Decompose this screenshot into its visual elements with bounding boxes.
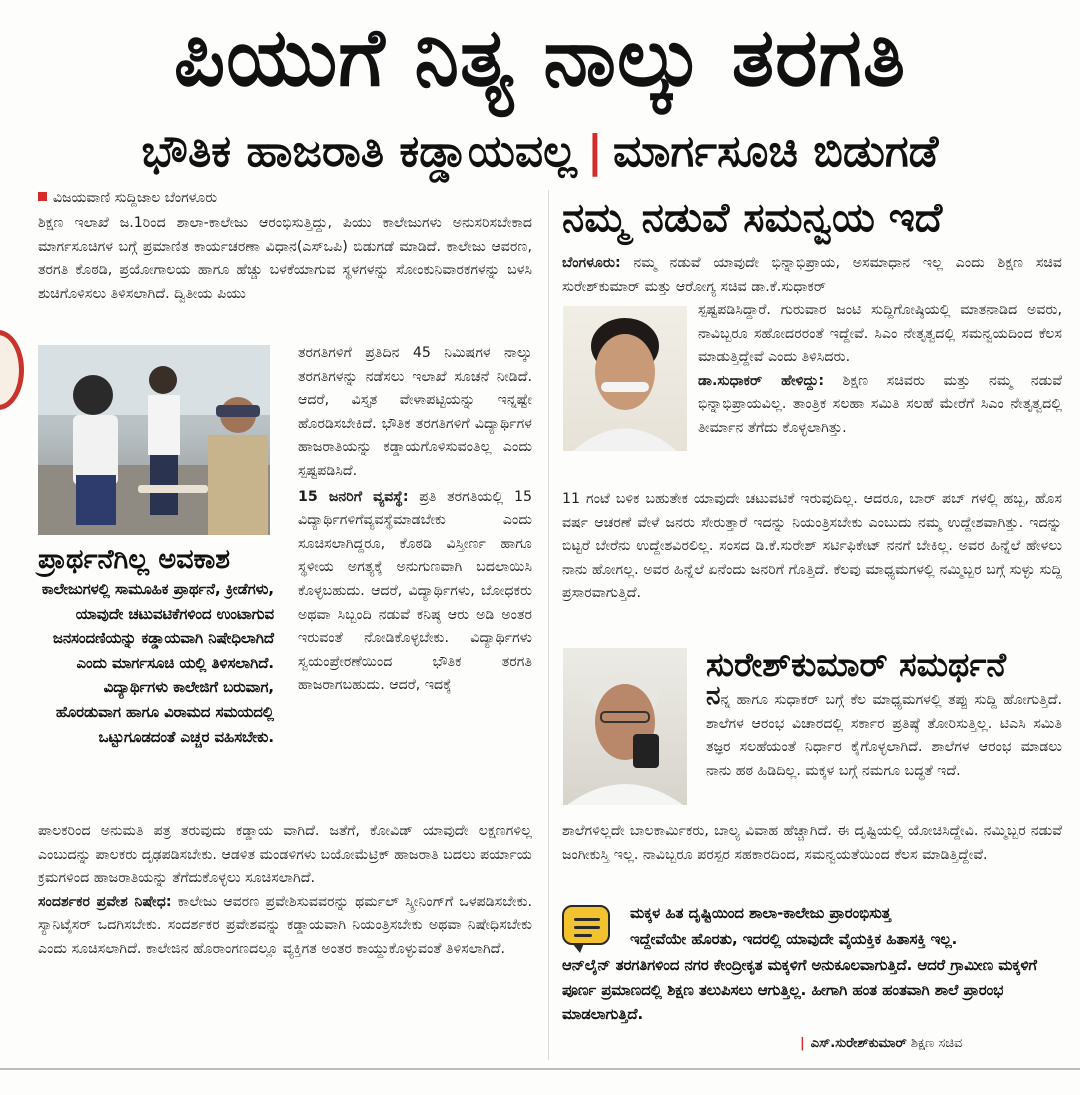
suresh-heading: ಸುರೇಶ್‌ಕುಮಾರ್ ಸಮರ್ಥನೆ	[706, 645, 1007, 684]
para3-lead: ಸಂದರ್ಶಕರ ಪ್ರವೇಶ ನಿಷೇಧ:	[38, 893, 172, 910]
suresh-dropcap: ನ	[706, 681, 721, 711]
subhead-right: ಮಾರ್ಗಸೂಚಿ ಬಿಡುಗಡೆ	[612, 126, 939, 177]
main-para1-text: ಶಿಕ್ಷಣ ಇಲಾಖೆ ಜ.1ರಿಂದ ಶಾಲಾ-ಕಾಲೇಜು ಆರಂಭಿಸುತ್ತಿದ್ದು, ಪಿಯು ಕಾಲೇಜುಗಳು ಅನುಸರಿಸಬೇಕಾದ ಮಾರ್ಗಸೂಚಿಗಳ ಬಗ್ಗೆ ಪ್ರಮಾಣಿತ ಕಾರ್ಯಚರಣಾ ವಿಧಾನ(ಎಸ್‌ಒಪಿ) ಬಿಡುಗಡೆ ಮಾಡಿದೆ. ಕಾಲೇಜು ಆವರಣ, ತರಗತಿ ಕೊಠಡಿ, ಪ್ರಯೋಗಾಲಯ ಹಾಗೂ ಹೆಚ್ಚು ಬಳಕೆಯಾಗುವ ಸ್ಥಳಗಳನ್ನು ಸೋಂಕುನಿವಾರಕಗಳನ್ನು ಬಳಸಿ ಶುಚಿಗೊಳಿಸಲು ತಿಳಿಸಲಾಗಿದೆ. ದ್ವಿತೀಯ ಪಿಯು	[38, 215, 532, 302]
subhead-separator: |	[586, 126, 603, 177]
right-story-para1	[562, 252, 1062, 299]
quote-line-1: ಮಕ್ಕಳ ಹಿತ ದೃಷ್ಟಿಯಿಂದ ಶಾಲಾ-ಕಾಲೇಜು ಪ್ರಾರಂಭಿಸುತ್ತ	[630, 905, 891, 922]
para2-text: ಪ್ರತಿ ತರಗತಿಯಲ್ಲಿ 15 ವಿದ್ಯಾರ್ಥಿಗಳಿಗೆವ್ಯವಸ್ಥೆಮಾಡಬೇಕು ಎಂದು ಸೂಚಿಸಲಾಗಿದ್ದರೂ, ಕೊಠಡಿ ವಿಸ್ತೀರ್ಣ ಹಾಗೂ ಸ್ಥಳೀಯ ಅಗತ್ಯಕ್ಕೆ ಅನುಗುಣವಾಗಿ ಬದಲಾಯಿಸಿ ಕೊಳ್ಳಬಹುದು. ಆದರೆ, ವಿದ್ಯಾರ್ಥಿಗಳು, ಬೋಧಕರು ಅಥವಾ ಸಿಬ್ಬಂದಿ ನಡುವೆ ಕನಿಷ್ಠ ಆರು ಅಡಿ ಅಂತರ ಇರುವಂತೆ ನೋಡಿಕೊಳ್ಳಬೇಕು. ವಿದ್ಯಾರ್ಥಿಗಳು ಸ್ವಯಂಪ್ರೇರಣೆಯಿಂದ ಭೌತಿಕ ತರಗತಿ ಹಾಜರಾಗಬಹುದು. ಆದರೆ, ಇದಕ್ಕೆ	[298, 488, 532, 694]
speech-bubble-icon	[562, 905, 610, 945]
main-para2-cont-text: ಪಾಲಕರಿಂದ ಅನುಮತಿ ಪತ್ರ ತರುವುದು ಕಡ್ಡಾಯ ವಾಗಿದೆ. ಜತೆಗೆ, ಕೋವಿಡ್ ಯಾವುದೇ ಲಕ್ಷಣಗಳಿಲ್ಲ ಎಂಬುದನ್ನು ಪಾಲಕರು ದೃಢಪಡಿಸಬೇಕು. ಆಡಳಿತ ಮಂಡಳಿಗಳು ಬಯೋಮೆಟ್ರಿಕ್ ಹಾಜರಾತಿ ಬದಲು ಪರ್ಯಾಯ ಕ್ರಮಗಳಿಂದ ಹಾಜರಾತಿಯನ್ನು ತೆಗೆದುಕೊಳ್ಳಲು ಸೂಚಿಸಲಾಗಿದೆ.	[38, 823, 532, 887]
suresh-paragraph	[706, 681, 1062, 783]
students-photo-illustration	[38, 345, 270, 535]
edge-badge-decoration	[0, 330, 24, 410]
sidebar-heading: ಪ್ರಾರ್ಥನೆಗಿಲ್ಲ ಅವಕಾಶ	[38, 544, 231, 575]
sudhakar-portrait-photo	[563, 306, 687, 451]
right-para1-text-b: ಸ್ಪಷ್ಟಪಡಿಸಿದ್ದಾರೆ. ಗುರುವಾರ ಜಂಟಿ ಸುದ್ದಿಗೋಷ್ಠಿಯಲ್ಲಿ ಮಾತನಾಡಿದ ಅವರು, ನಾವಿಬ್ಬರೂ ಸಹೋದರರಂತೆ ಇದ್ದೇವೆ. ಸಿಎಂ ನೇತೃತ್ವದಲ್ಲಿ ಸಮನ್ವಯದಿಂದ ಕೆಲಸ ಮಾಡುತ್ತಿದ್ದೇವೆ ಎಂದು ತಿಳಿಸಿದರು.	[698, 302, 1062, 366]
students-sanitiser-photo	[38, 345, 270, 535]
right-story-heading: ನಮ್ಮ ನಡುವೆ ಸಮನ್ವಯ ಇದೆ	[562, 195, 943, 241]
headline: ಪಿಯುಗೆ ನಿತ್ಯ ನಾಲ್ಕು ತರಗತಿ	[173, 11, 907, 104]
right-para2-text-b: 11 ಗಂಟೆ ಬಳಿಕ ಬಹುತೇಕ ಯಾವುದೇ ಚಟುವಟಿಕೆ ಇರುವುದಿಲ್ಲ. ಆದರೂ, ಬಾರ್ ಪಬ್ ಗಳಲ್ಲಿ ಹಬ್ಬ, ಹೊಸ ವರ್ಷ ಆಚರಣೆ ವೇಳೆ ಜನರು ಸೇರುತ್ತಾರೆ ಇದನ್ನು ನಿಯಂತ್ರಿಸಬೇಕು ಎಂಬುದು ನಮ್ಮ ಉದ್ದೇಶವಾಗಿತ್ತು. ಇದನ್ನು ಬಿಟ್ಟರೆ ಬೇರೆನು ಉದ್ದೇಶವಿರಲಿಲ್ಲ. ಸಂಸದ ಡಿ.ಕೆ.ಸುರೇಶ್ ಸರ್ಟಿಫಿಕೇಟ್ ನನಗೆ ಬೇಕಿಲ್ಲ. ಅವರ ಹಿನ್ನೆಲೆ ಹೇಳಲು ನಾನು ಹೋಗಲ್ಲ. ಅವರ ಹಿನ್ನೆಲೆ ಏನೆಂದು ಜನರಿಗೆ ಗೊತ್ತಿದೆ. ಕೆಲವು ಮಾಧ್ಯಮಗಳಲ್ಲಿ ನಮ್ಮಿಬ್ಬರ ಬಗ್ಗೆ ಸುಳ್ಳು ಸುದ್ದಿ ಪ್ರಸಾರವಾಗುತ್ತಿದೆ.	[562, 491, 1062, 602]
column-divider	[548, 190, 549, 1060]
quote-rest: ಆನ್‌ಲೈನ್ ತರಗತಿಗಳಿಂದ ನಗರ ಕೇಂದ್ರೀಕೃತ ಮಕ್ಕಳಿಗೆ ಅನುಕೂಲವಾಗುತ್ತಿದೆ. ಆದರೆ ಗ್ರಾಮೀಣ ಮಕ್ಕಳಿಗೆ ಪೂರ್ಣ ಪ್ರಮಾಣದಲ್ಲಿ ಶಿಕ್ಷಣ ತಲುಪಿಸಲು ಆಗುತ್ತಿಲ್ಲ. ಹೀಗಾಗಿ ಹಂತ ಹಂತವಾಗಿ ಶಾಲೆ ಪ್ರಾರಂಭ ಮಾಡಲಾಗುತ್ತಿದೆ.	[562, 957, 1038, 1023]
sudhakar-portrait-illustration	[563, 306, 687, 451]
main-paragraph-1-continued	[298, 342, 532, 698]
suresh-portrait-illustration	[563, 648, 687, 805]
byline	[38, 190, 217, 206]
quote-attribution	[800, 1036, 962, 1051]
main-paragraph-1	[38, 212, 532, 306]
main-paragraph-lower	[38, 820, 532, 962]
para3-text: ಕಾಲೇಜು ಆವರಣ ಪ್ರವೇಶಿಸುವವರನ್ನು ಥರ್ಮಲ್ ಸ್ಕ್ರೀನಿಂಗ್‌ಗೆ ಒಳಪಡಿಸಬೇಕು. ಸ್ಯಾನಿಟೈಸರ್ ಒದಗಿಸಬೇಕು. ಸಂದರ್ಶಕರ ಪ್ರವೇಶವನ್ನು ಕಡ್ಡಾಯವಾಗಿ ನಿಯಂತ್ರಿಸಬೇಕು ಅಥವಾ ನಿಷೇಧಿಸಬೇಕು ಎಂದು ಸೂಚಿಸಲಾಗಿದೆ. ಕಾಲೇಜಿನ ಹೊರಾಂಗಣದಲ್ಲೂ ವ್ಯಕ್ತಿಗತ ಅಂತರ ಕಾಯ್ದುಕೊಳ್ಳುವಂತೆ ತಿಳಿಸಲಾಗಿದೆ.	[38, 893, 532, 957]
right-para2-lead: ಡಾ.ಸುಧಾಕರ್ ಹೇಳಿದ್ದು:	[698, 372, 825, 389]
suresh-text-b: ಶಾಲೆಗಳಿಲ್ಲದೇ ಬಾಲಕಾರ್ಮಿಕರು, ಬಾಲ್ಯ ವಿವಾಹ ಹೆಚ್ಚಾಗಿದೆ. ಈ ದೃಷ್ಟಿಯಲ್ಲಿ ಯೋಚಿಸಿದ್ದೇವಿ. ನಮ್ಮಿಬ್ಬರ ನಡುವೆ ಜಂಗೀಕುಸ್ತಿ ಇಲ್ಲ. ನಾವಿಬ್ಬರೂ ಪರಸ್ಪರ ಸಹಕಾರದಿಂದ, ಸಮನ್ವಯತೆಯಿಂದ ಕೆಲಸ ಮಾಡಿತ್ತಿದ್ದೇವೆ.	[562, 823, 1062, 863]
attrib-role: ಶಿಕ್ಷಣ ಸಚಿವ	[910, 1036, 963, 1051]
right-para2-text-a: ಶಿಕ್ಷಣ ಸಚಿವರು ಮತ್ತು ನಮ್ಮ ನಡುವೆ ಭಿನ್ನಾಭಿಪ್ರಾಯವಿಲ್ಲ. ತಾಂತ್ರಿಕ ಸಲಹಾ ಸಮಿತಿ ಸಲಹೆ ಮೇರೆಗೆ ಸಿಎಂ ನೇತೃತ್ವದಲ್ಲಿ ತೀರ್ಮಾನ ತೆಗೆದು ಕೊಳ್ಳಲಾಗಿತ್ತು.	[698, 372, 1062, 436]
para2-lead: 15 ಜನರಿಗೆ ವ್ಯವಸ್ಥೆ:	[298, 488, 409, 505]
main-para1-cont-text: ತರಗತಿಗಳಿಗೆ ಪ್ರತಿದಿನ 45 ನಿಮಿಷಗಳ ನಾಲ್ಕು ತರಗತಿಗಳನ್ನು ನಡೆಸಲು ಇಲಾಖೆ ಸೂಚನೆ ನೀಡಿದೆ. ಆದರೆ, ವಿಸ್ತೃತ ವೇಳಾಪಟ್ಟಿಯನ್ನು ಇನ್ನಷ್ಟೇ ಹೊರಡಿಸಬೇಕಿದೆ. ಭೌತಿಕ ತರಗತಿಗಳಿಗೆ ವಿದ್ಯಾರ್ಥಿಗಳ ಹಾಜರಾತಿಯನ್ನು ಕಡ್ಡಾಯಗೊಳಿಸುವಂತಿಲ್ಲ ಎಂದು ಸ್ಪಷ್ಟಪಡಿಸಿದೆ.	[298, 345, 532, 479]
red-square-icon	[38, 192, 47, 201]
subhead-left: ಭೌತಿಕ ಹಾಜರಾತಿ ಕಡ್ಡಾಯವಲ್ಲ	[141, 126, 577, 177]
main-para2	[298, 486, 532, 698]
quote-line-2: ಇದ್ದೇವೆಯೇ ಹೊರತು, ಇದರಲ್ಲಿ ಯಾವುದೇ ವೈಯಕ್ತಿಕ ಹಿತಾಸಕ್ತಿ ಇಲ್ಲ.	[630, 931, 958, 948]
right-story-para1-cont	[698, 299, 1062, 441]
bottom-rule	[0, 1068, 1080, 1070]
right-story-para2-cont	[562, 488, 1062, 606]
attrib-bar: |	[800, 1036, 805, 1051]
right-para1-lead: ಬೆಂಗಳೂರು:	[562, 255, 621, 271]
subheadline	[0, 120, 1080, 184]
main-para3	[38, 891, 532, 962]
suresh-text-a: ನ್ನ ಹಾಗೂ ಸುಧಾಕರ್ ಬಗ್ಗೆ ಕೆಲ ಮಾಧ್ಯಮಗಳಲ್ಲಿ ತಪ್ಪು ಸುದ್ದಿ ಹೋಗುತ್ತಿದೆ. ಶಾಲೆಗಳ ಆರಂಭ ವಿಚಾರದಲ್ಲಿ ಸರ್ಕಾರ ಪ್ರತಿಷ್ಠೆ ತೋರಿಸುತ್ತಿಲ್ಲ. ಟಿಎಸಿ ಸಮಿತಿ ತಜ್ಞರ ಸಲಹೆಯಂತೆ ನಿರ್ಧಾರ ಕೈಗೊಳ್ಳಲಾಗಿದೆ. ಶಾಲೆಗಳ ಆರಂಭ ಮಾಡಲು ನಾನು ಹಠ ಹಿಡಿದಿಲ್ಲ. ಮಕ್ಕಳ ಬಗ್ಗೆ ನಮಗೂ ಬದ್ಧತೆ ಇದೆ.	[706, 692, 1062, 779]
suresh-kumar-portrait-photo	[563, 648, 687, 805]
attrib-name: ಎಸ್.ಸುರೇಶ್‌ಕುಮಾರ್	[810, 1036, 907, 1051]
right-para1-text-a: ನಮ್ಮ ನಡುವೆ ಯಾವುದೇ ಭಿನ್ನಾಭಿಪ್ರಾಯ, ಅಸಮಾಧಾನ ಇಲ್ಲ ಎಂದು ಶಿಕ್ಷಣ ಸಚಿವ ಸುರೇಶ್‌ಕುಮಾರ್ ಮತ್ತು ಆರೋಗ್ಯ ಸಚಿವ ಡಾ.ಕೆ.ಸುಧಾಕರ್	[562, 255, 1062, 295]
suresh-paragraph-cont	[562, 820, 1062, 867]
byline-text: ವಿಜಯವಾಣಿ ಸುದ್ದಿಜಾಲ ಬೆಂಗಳೂರು	[53, 190, 218, 206]
sidebar-body: ಕಾಲೇಜುಗಳಲ್ಲಿ ಸಾಮೂಹಿಕ ಪ್ರಾರ್ಥನೆ, ಕ್ರೀಡೆಗಳು, ಯಾವುದೇ ಚಟುವಟಿಕೆಗಳಿಂದ ಉಂಟಾಗುವ ಜನಸಂದಣಿಯನ್ನು ಕಡ್ಡಾಯವಾಗಿ ನಿಷೇಧಿಲಾಗಿದೆ ಎಂದು ಮಾರ್ಗಸೂಚಿ ಯಲ್ಲಿ ತಿಳಿಸಲಾಗಿದೆ. ವಿದ್ಯಾರ್ಥಿಗಳು ಕಾಲೇಜಿಗೆ ಬರುವಾಗ, ಹೊರಡುವಾಗ ಹಾಗೂ ವಿರಾಮದ ಸಮಯದಲ್ಲಿ ಒಟ್ಟುಗೂಡದಂತೆ ಎಚ್ಚರ ವಹಿಸಬೇಕು.	[41, 581, 274, 746]
